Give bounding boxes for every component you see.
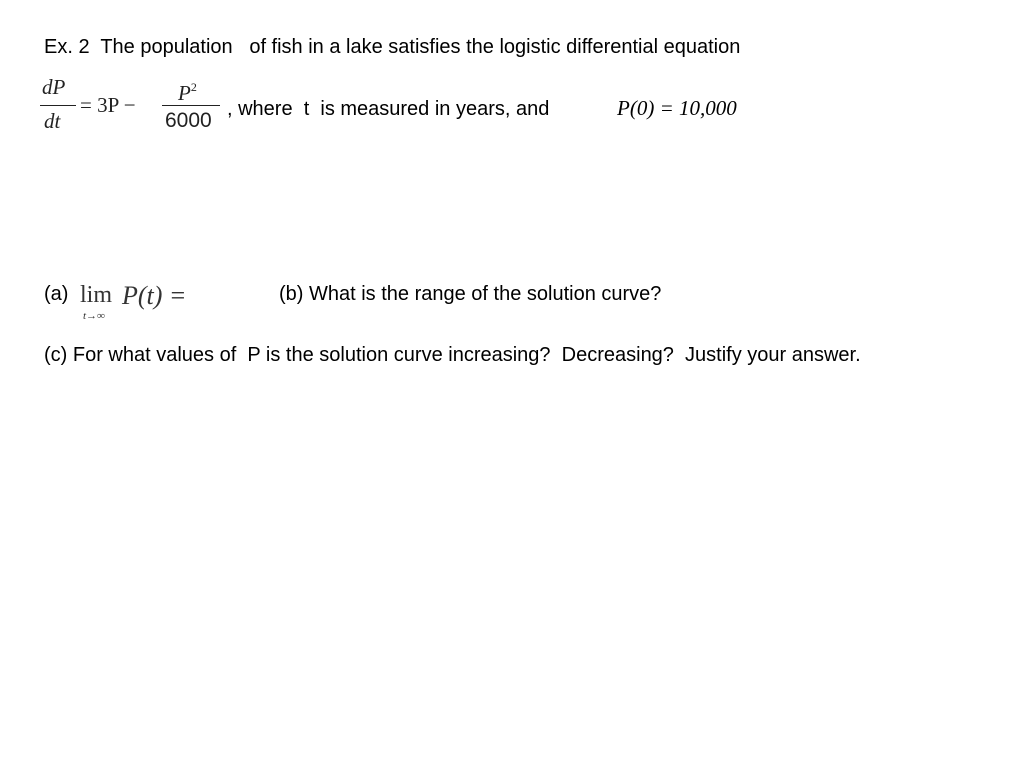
lhs-denominator: dt <box>44 109 61 133</box>
condition-text: , where t is measured in years, and <box>227 98 550 120</box>
rhs-fraction-bar <box>162 105 220 106</box>
part-c-question: (c) For what values of P is the solution curve increasing? Decreasing? Justify your answer. <box>44 344 861 366</box>
rhs-fraction <box>160 72 222 142</box>
rhs-term: = 3P − <box>80 93 136 117</box>
rhs-denominator: 6000 <box>165 109 212 132</box>
limit-subscript: t→∞ <box>83 310 105 322</box>
rhs-numerator: $P^2$ <box>178 80 197 105</box>
lhs-fraction <box>38 72 78 142</box>
limit-operator: lim <box>80 282 113 308</box>
part-b-question: (b) What is the range of the solution curve? <box>279 283 662 305</box>
lhs-numerator: dP <box>42 75 66 99</box>
limit-expression: P(t) = <box>122 281 187 310</box>
problem-intro: Ex. 2 The population of fish in a lake satisfies the logistic differential equation <box>44 36 741 58</box>
rhs-numerator-power: 2 <box>190 80 197 94</box>
part-a-label: (a) <box>44 283 69 305</box>
lhs-fraction-bar <box>40 105 76 106</box>
initial-condition: P(0) = 10,000 <box>617 96 737 120</box>
